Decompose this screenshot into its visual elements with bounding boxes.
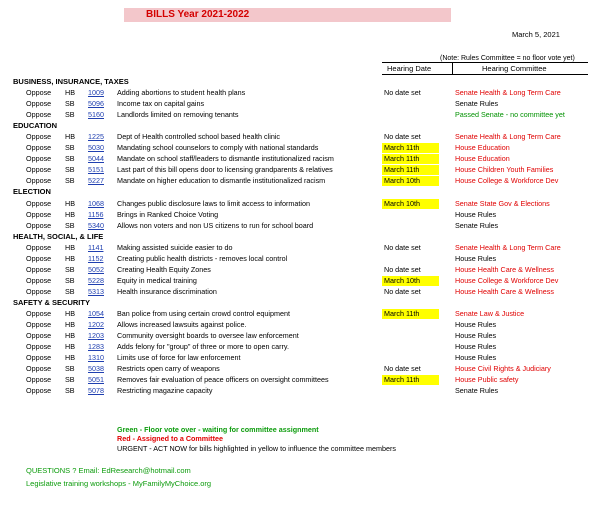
section-header: BUSINESS, INSURANCE, TAXES: [13, 77, 129, 86]
bill-position: Oppose: [26, 221, 52, 230]
hearing-committee: House College & Workforce Dev: [455, 176, 559, 185]
bill-row: [0, 364, 600, 374]
bill-position: Oppose: [26, 254, 52, 263]
bill-number-link[interactable]: 5030: [88, 143, 104, 152]
bill-row: [0, 276, 600, 286]
hearing-date-cell: [382, 88, 439, 98]
bill-chamber: SB: [65, 99, 75, 108]
hearing-date: No date set: [384, 364, 421, 373]
bill-number-link[interactable]: 1009: [88, 88, 104, 97]
bill-position: Oppose: [26, 320, 52, 329]
bill-description: Brings in Ranked Choice Voting: [117, 210, 219, 219]
bill-row: [0, 331, 600, 341]
hearing-date-cell: [382, 210, 439, 220]
hearing-committee: House Health Care & Wellness: [455, 265, 554, 274]
bill-number-link[interactable]: 5228: [88, 276, 104, 285]
bill-position: Oppose: [26, 143, 52, 152]
bill-description: Mandate on higher education to dismantle institutionalized racism: [117, 176, 326, 185]
bill-chamber: SB: [65, 165, 75, 174]
bill-position: Oppose: [26, 199, 52, 208]
bill-chamber: HB: [65, 132, 75, 141]
bill-description: Adding abortions to student health plans: [117, 88, 246, 97]
bill-description: Allows increased lawsuits against police.: [117, 320, 247, 329]
hearing-date: March 11th: [384, 143, 420, 152]
hearing-committee: Senate Health & Long Term Care: [455, 88, 561, 97]
hearing-date-cell: [382, 243, 439, 253]
bill-number-link[interactable]: 1054: [88, 309, 104, 318]
hearing-date-cell: [382, 386, 439, 396]
hearing-committee: House Public safety: [455, 375, 519, 384]
hearing-date-cell: [382, 176, 439, 186]
hearing-committee: House Rules: [455, 342, 497, 351]
hearing-date-cell: [382, 199, 439, 209]
bill-row: [0, 221, 600, 231]
hearing-date: [382, 254, 384, 263]
hearing-date: No date set: [384, 132, 421, 141]
bill-chamber: HB: [65, 254, 75, 263]
hearing-date-cell: [382, 132, 439, 142]
hearing-committee: House Education: [455, 143, 510, 152]
header-bottom-rule: [382, 74, 588, 75]
hearing-date-cell: [382, 221, 439, 231]
questions-line: [26, 466, 191, 475]
bill-description: Health insurance discrimination: [117, 287, 217, 296]
bill-description: Income tax on capital gains: [117, 99, 205, 108]
document-date: March 5, 2021: [512, 30, 560, 39]
hearing-date-cell: [382, 110, 439, 120]
hearing-date: [382, 210, 384, 219]
bill-chamber: HB: [65, 210, 75, 219]
bill-number-link[interactable]: 1068: [88, 199, 104, 208]
bill-position: Oppose: [26, 165, 52, 174]
hearing-date: No date set: [384, 243, 421, 252]
bill-description: Community oversight boards to oversee law enforcement: [117, 331, 299, 340]
bill-number-link[interactable]: 5096: [88, 99, 104, 108]
bill-number-link[interactable]: 5227: [88, 176, 104, 185]
hearing-date-cell: [382, 99, 439, 109]
hearing-date-cell: [382, 364, 439, 374]
bill-description: Mandate on school staff/leaders to dismantle institutionalized racism: [117, 154, 334, 163]
hearing-date: March 11th: [384, 154, 420, 163]
bill-position: Oppose: [26, 99, 52, 108]
bill-row: [0, 154, 600, 164]
bill-position: Oppose: [26, 265, 52, 274]
bill-description: Creating public health districts - removes local control: [117, 254, 288, 263]
hearing-date-cell: [382, 154, 439, 164]
bill-chamber: SB: [65, 154, 75, 163]
bill-description: Restricts open carry of weapons: [117, 364, 220, 373]
header-hearing-date: Hearing Date: [387, 64, 432, 73]
page-title: BILLS Year 2021-2022: [146, 9, 250, 20]
bill-row: [0, 210, 600, 220]
bill-row: [0, 132, 600, 142]
bill-description: Allows non voters and non US citizens to run for school board: [117, 221, 314, 230]
bill-chamber: HB: [65, 320, 75, 329]
bill-chamber: SB: [65, 221, 75, 230]
bill-row: [0, 143, 600, 153]
bill-description: Ban police from using certain crowd control equipment: [117, 309, 290, 318]
bill-row: [0, 88, 600, 98]
hearing-date-cell: [382, 165, 439, 175]
hearing-date-cell: [382, 331, 439, 341]
bill-position: Oppose: [26, 331, 52, 340]
bill-number-link[interactable]: 5340: [88, 221, 104, 230]
legend-red: Red - Assigned to a Committee: [117, 434, 223, 443]
bill-row: [0, 199, 600, 209]
bill-position: Oppose: [26, 287, 52, 296]
hearing-date-cell: [382, 320, 439, 330]
bill-description: Making assisted suicide easier to do: [117, 243, 233, 252]
hearing-committee: House Rules: [455, 254, 497, 263]
hearing-date: No date set: [384, 265, 421, 274]
hearing-date-cell: [382, 309, 439, 319]
hearing-date-cell: [382, 342, 439, 352]
bill-description: Last part of this bill opens door to licensing grandparents & relatives: [117, 165, 333, 174]
hearing-date: March 10th: [384, 176, 420, 185]
hearing-committee: Passed Senate - no committee yet: [455, 110, 565, 119]
bill-chamber: SB: [65, 364, 75, 373]
hearing-committee: House Rules: [455, 210, 497, 219]
bill-number-link[interactable]: 5160: [88, 110, 104, 119]
bill-row: [0, 309, 600, 319]
bill-row: [0, 165, 600, 175]
hearing-date: [382, 320, 384, 329]
bill-description: Creating Health Equity Zones: [117, 265, 211, 274]
bill-description: Equity in medical training: [117, 276, 197, 285]
hearing-committee: House Rules: [455, 331, 497, 340]
bill-number-link[interactable]: 1203: [88, 331, 104, 340]
hearing-committee: Senate State Gov & Elections: [455, 199, 550, 208]
rules-note: (Note: Rules Committee = no floor vote yet): [440, 55, 575, 62]
hearing-date-cell: [382, 375, 439, 385]
bill-description: Dept of Health controlled school based health clinic: [117, 132, 281, 141]
hearing-date: [382, 99, 384, 108]
bill-position: Oppose: [26, 154, 52, 163]
bill-position: Oppose: [26, 364, 52, 373]
hearing-date: March 10th: [384, 276, 420, 285]
hearing-date: [382, 331, 384, 340]
section-header: SAFETY & SECURITY: [13, 298, 90, 307]
section-header: EDUCATION: [13, 121, 58, 130]
bill-description: Limits use of force for law enforcement: [117, 353, 241, 362]
bill-position: Oppose: [26, 342, 52, 351]
bill-number-link[interactable]: 1283: [88, 342, 104, 351]
bill-position: Oppose: [26, 88, 52, 97]
bill-chamber: HB: [65, 309, 75, 318]
legend-green: Green - Floor vote over - waiting for committee assignment: [117, 425, 319, 434]
hearing-committee: House Rules: [455, 353, 497, 362]
bill-number-link[interactable]: 5078: [88, 386, 104, 395]
hearing-committee: Senate Law & Justice: [455, 309, 525, 318]
bill-chamber: HB: [65, 88, 75, 97]
bill-row: [0, 287, 600, 297]
bill-row: [0, 99, 600, 109]
bill-number-link[interactable]: 1152: [88, 254, 104, 263]
bill-chamber: HB: [65, 243, 75, 252]
bill-number-link[interactable]: 5051: [88, 375, 104, 384]
bill-row: [0, 320, 600, 330]
bill-chamber: SB: [65, 176, 75, 185]
bill-number-link[interactable]: 5044: [88, 154, 104, 163]
hearing-committee: Senate Rules: [455, 386, 499, 395]
bill-chamber: HB: [65, 342, 75, 351]
bill-chamber: HB: [65, 331, 75, 340]
bill-row: [0, 265, 600, 275]
bill-position: Oppose: [26, 243, 52, 252]
bill-chamber: SB: [65, 276, 75, 285]
bill-description: Mandating school counselors to comply with national standards: [117, 143, 319, 152]
bill-number-link[interactable]: 1225: [88, 132, 104, 141]
hearing-committee: Senate Rules: [455, 221, 499, 230]
hearing-date: March 11th: [384, 309, 420, 318]
bill-chamber: HB: [65, 199, 75, 208]
bill-chamber: HB: [65, 353, 75, 362]
bill-position: Oppose: [26, 176, 52, 185]
hearing-committee: House Civil Rights & Judiciary: [455, 364, 551, 373]
header-hearing-committee: Hearing Committee: [482, 64, 547, 73]
bill-row: [0, 353, 600, 363]
bill-number-link[interactable]: 5052: [88, 265, 104, 274]
bill-row: [0, 342, 600, 352]
bill-position: Oppose: [26, 386, 52, 395]
bill-number-link[interactable]: 5038: [88, 364, 104, 373]
hearing-date-cell: [382, 254, 439, 264]
hearing-date-cell: [382, 353, 439, 363]
hearing-committee: House Health Care & Wellness: [455, 287, 554, 296]
bill-position: Oppose: [26, 309, 52, 318]
hearing-date: March 11th: [384, 165, 420, 174]
bill-row: [0, 254, 600, 264]
bill-position: Oppose: [26, 210, 52, 219]
bill-number-link[interactable]: 1202: [88, 320, 104, 329]
hearing-date: [382, 110, 384, 119]
bill-position: Oppose: [26, 276, 52, 285]
questions-label: QUESTIONS ? Email:: [26, 466, 100, 475]
hearing-date-cell: [382, 265, 439, 275]
bill-chamber: SB: [65, 287, 75, 296]
hearing-date-cell: [382, 143, 439, 153]
hearing-committee: House Rules: [455, 320, 497, 329]
bill-chamber: SB: [65, 143, 75, 152]
bill-chamber: SB: [65, 375, 75, 384]
bill-row: [0, 243, 600, 253]
hearing-committee: Senate Health & Long Term Care: [455, 243, 561, 252]
hearing-date-cell: [382, 276, 439, 286]
bill-row: [0, 176, 600, 186]
hearing-committee: House College & Workforce Dev: [455, 276, 559, 285]
bill-row: [0, 375, 600, 385]
bill-chamber: SB: [65, 265, 75, 274]
bill-row: [0, 386, 600, 396]
hearing-date: [382, 353, 384, 362]
bill-number-link[interactable]: 5313: [88, 287, 104, 296]
section-header: HEALTH, SOCIAL, & LIFE: [13, 232, 104, 241]
bill-chamber: SB: [65, 386, 75, 395]
hearing-date: No date set: [384, 88, 421, 97]
bill-chamber: SB: [65, 110, 75, 119]
hearing-committee: House Children Youth Families: [455, 165, 554, 174]
bill-description: Adds felony for "group" of three or more to open carry.: [117, 342, 289, 351]
bill-description: Landlords limited on removing tenants: [117, 110, 239, 119]
hearing-committee: Senate Health & Long Term Care: [455, 132, 561, 141]
bill-row: [0, 110, 600, 120]
website-link[interactable]: MyFamilyMyChoice.org: [132, 479, 212, 488]
hearing-date-cell: [382, 287, 439, 297]
bill-description: Removes fair evaluation of peace officers on oversight committees: [117, 375, 329, 384]
bill-number-link[interactable]: 5151: [88, 165, 104, 174]
bill-number-link[interactable]: 1141: [88, 243, 104, 252]
hearing-committee: Senate Rules: [455, 99, 499, 108]
hearing-committee: House Education: [455, 154, 510, 163]
legend-urgent: URGENT - ACT NOW for bills highlighted in yellow to influence the committee members: [117, 444, 396, 453]
hearing-date: No date set: [384, 287, 421, 296]
bill-position: Oppose: [26, 375, 52, 384]
header-top-rule: [382, 62, 588, 63]
header-divider: [452, 62, 453, 74]
email-link[interactable]: EdResearch@hotmail.com: [101, 466, 191, 475]
hearing-date: March 10th: [384, 199, 420, 208]
hearing-date: [382, 221, 384, 230]
bill-number-link[interactable]: 1310: [88, 353, 104, 362]
workshops-line: [26, 479, 211, 488]
bill-description: Restricting magazine capacity: [117, 386, 213, 395]
bill-number-link[interactable]: 1156: [88, 210, 104, 219]
hearing-date: [382, 342, 384, 351]
hearing-date: [382, 386, 384, 395]
bill-description: Changes public disclosure laws to limit access to information: [117, 199, 310, 208]
bill-position: Oppose: [26, 353, 52, 362]
section-header: ELECTION: [13, 187, 51, 196]
bill-position: Oppose: [26, 110, 52, 119]
bill-position: Oppose: [26, 132, 52, 141]
workshops-label: Legislative training workshops -: [26, 479, 131, 488]
hearing-date: March 11th: [384, 375, 420, 384]
